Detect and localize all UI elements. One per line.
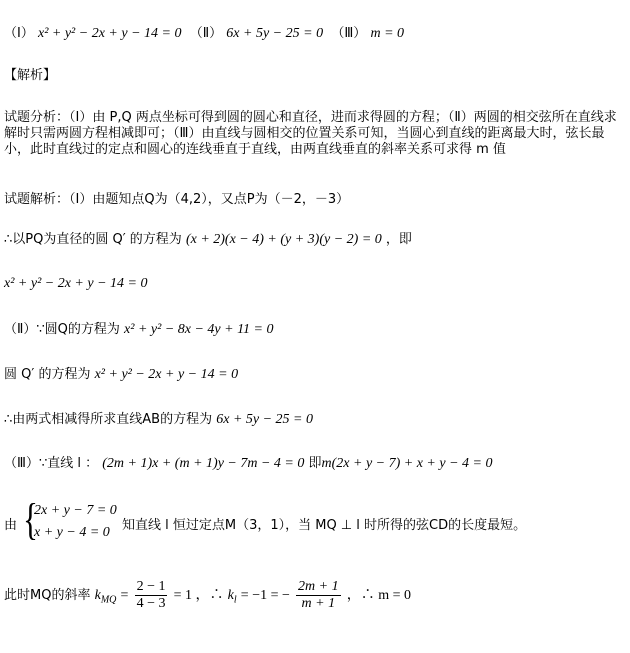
analysis-paragraph	[4, 110, 626, 158]
solution-line-2	[4, 232, 412, 248]
system-by-label: 由	[4, 518, 18, 533]
fraction-slope-l-numerator: 2m + 1	[298, 579, 339, 594]
solution-line-7-equation: (2m + 1)x + (m + 1)y − 7m − 4 = 0	[102, 456, 305, 471]
fraction-slope-mq-denominator: 4 − 3	[136, 596, 166, 611]
equation-system	[4, 495, 630, 544]
slope-equals-neg: = −1 = −	[240, 588, 290, 603]
solution-line-1: 试题解析：（Ⅰ）由题知点Q为（4,2），又点P为（－2，－3）	[4, 192, 350, 207]
analysis-intro-label: 试题分析：	[4, 110, 70, 125]
solution-line-7-equation-2: m(2x + y − 7) + x + y − 4 = 0	[321, 456, 493, 471]
slope-mq-subscript: MQ	[100, 594, 117, 606]
fraction-slope-l-denominator: m + 1	[301, 596, 336, 611]
solution-line-7-text: （Ⅲ）∵直线 l ：	[4, 456, 99, 471]
system-equation-2: x + y − 4 = 0	[34, 525, 110, 540]
answer-part2-label: （Ⅱ）	[189, 26, 223, 41]
analysis-text: （Ⅰ）由 P,Q 两点坐标可得到圆的圆心和直径，进而求得圆的方程；（Ⅱ）两圆的相交弦所在直线求解时只需两圆方程相减即可；（Ⅲ）由直线与圆相交的位置关系可知，当圆心到直线的距离最大时，弦长最小，此时直线过的定点和圆心的连线垂直于直线，由两直线垂直的斜率关系可求得 m 值	[4, 110, 617, 157]
slope-l-subscript: l	[233, 594, 237, 606]
solution-line-6-equation: 6x + 5y − 25 = 0	[216, 412, 314, 427]
fraction-slope-mq-numerator: 2 − 1	[136, 579, 166, 594]
system-equation-1: 2x + y − 7 = 0	[34, 503, 117, 518]
answer-part1-equation: x² + y² − 2x + y − 14 = 0	[37, 26, 182, 41]
answer-part3-equation: m = 0	[370, 26, 405, 41]
solution-line-9: 此时MQ的斜率 $k_{MQ}$ = $\frac{2 - 1}{4 - 3}$ = 1 ，∴ $k_l = -1$ = − $\frac{2m + 1}{m + 1}$ ，∴ m = 0	[4, 579, 412, 611]
solution-line-4	[4, 322, 274, 338]
solution-line-6-text: ∴由两式相减得所求直线AB的方程为	[4, 412, 213, 427]
left-brace: {	[23, 495, 38, 544]
slope-equals-one: = 1 ，∴	[173, 588, 224, 603]
answer-part1-label: （Ⅰ）	[4, 26, 34, 41]
solution-line-2-equation: (x + 2)(x − 4) + (y + 3)(y − 2) = 0	[185, 232, 382, 247]
answer-line	[4, 26, 404, 42]
solution-line-7	[4, 456, 493, 472]
solution-line-2-text: ∴以PQ为直径的圆 Q′ 的方程为	[4, 232, 182, 247]
solution-line-2-end: ，即	[385, 232, 412, 247]
solution-line-5	[4, 367, 238, 383]
solution-line-5-text: 圆 Q′ 的方程为	[4, 367, 91, 382]
answer-part2-equation: 6x + 5y − 25 = 0	[226, 26, 324, 41]
solution-line-3	[4, 276, 148, 292]
final-answer: ，∴ m = 0	[346, 588, 412, 603]
solution-line-5-equation: x² + y² − 2x + y − 14 = 0	[94, 367, 239, 382]
analysis-heading: 【解析】	[4, 68, 57, 83]
solution-line-4-equation: x² + y² − 8x − 4y + 11 = 0	[124, 322, 274, 337]
solution-line-4-text: （Ⅱ）∵圆Q的方程为	[4, 322, 120, 337]
fraction-slope-mq	[135, 579, 168, 612]
solution-line-8: 知直线 l 恒过定点M（3，1），当 MQ ⊥ l 时所得的弦CD的长度最短。	[122, 518, 527, 533]
solution-line-9-text: 此时MQ的斜率	[4, 588, 91, 603]
fraction-slope-l	[296, 579, 341, 612]
slope-mq-symbol: k	[94, 588, 101, 603]
solution-line-7-mid: 即	[308, 456, 322, 471]
slope-l-symbol: k	[227, 588, 234, 603]
answer-part3-label: （Ⅲ）	[331, 26, 367, 41]
solution-line-3-equation: x² + y² − 2x + y − 14 = 0	[4, 276, 148, 291]
solution-line-6	[4, 412, 313, 428]
